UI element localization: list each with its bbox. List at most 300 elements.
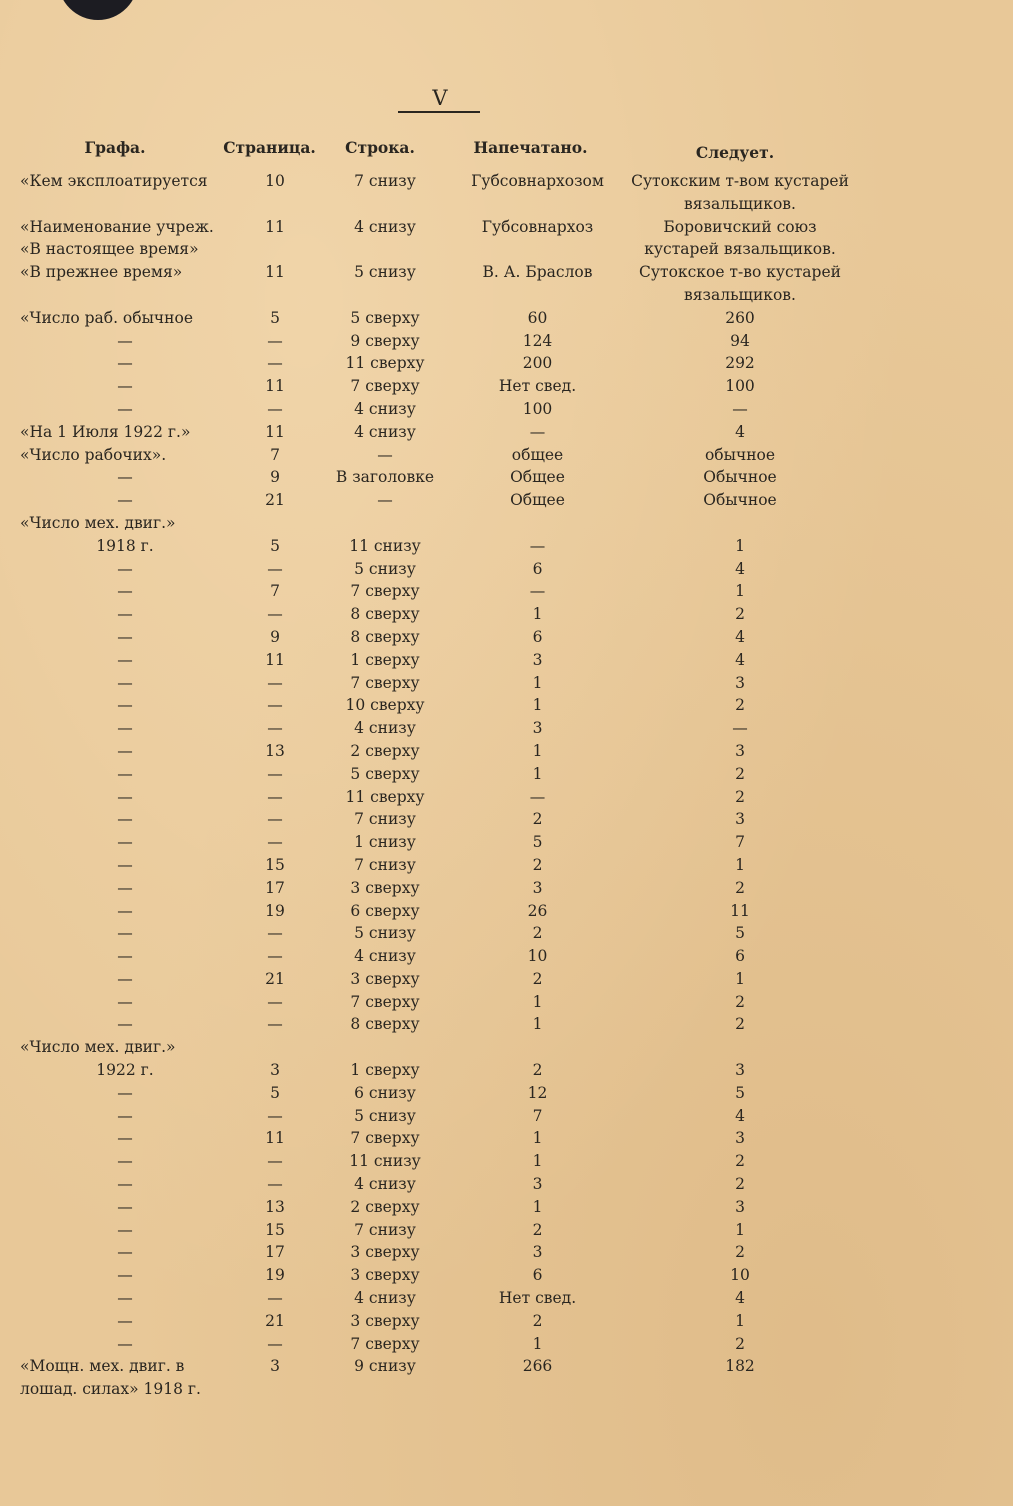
table-row <box>0 808 1013 831</box>
table-row <box>0 1241 1013 1264</box>
cell-line: 3 сверху <box>350 1311 420 1330</box>
cell-page: — <box>267 1015 283 1034</box>
cell-grafa: — <box>117 1266 133 1285</box>
table-row <box>0 786 1013 809</box>
cell-page: — <box>267 673 283 692</box>
cell-should: Сутокским т-вом кустарей вязальщиков. <box>631 172 849 213</box>
cell-grafa: — <box>117 1311 133 1330</box>
cell-page: 11 <box>265 263 285 282</box>
page-number: V <box>432 86 448 110</box>
cell-printed: 26 <box>527 901 548 920</box>
cell-should: 4 <box>735 627 745 646</box>
cell-page: — <box>267 719 283 738</box>
table-row <box>0 945 1013 968</box>
table-row <box>0 968 1013 991</box>
cell-printed: 7 <box>532 1106 543 1125</box>
cell-should: 100 <box>725 377 755 396</box>
table-row <box>0 763 1013 786</box>
cell-printed: 60 <box>527 308 548 327</box>
cell-line: 1 сверху <box>350 1061 420 1080</box>
cell-should: 2 <box>735 1015 745 1034</box>
cell-should: 2 <box>735 605 745 624</box>
cell-line: 11 снизу <box>349 536 421 555</box>
cell-grafa: — <box>117 399 133 418</box>
cell-printed: 10 <box>527 947 548 966</box>
cell-page: 11 <box>265 1129 285 1148</box>
cell-page: — <box>267 354 283 373</box>
cell-line: 5 снизу <box>354 924 416 943</box>
cell-grafa: «Наименование учреж. «В настоящее время» <box>20 217 214 259</box>
cell-line: 7 сверху <box>350 1129 420 1148</box>
cell-printed: Нет свед. <box>498 377 577 396</box>
cell-page: 3 <box>270 1357 280 1376</box>
cell-should: — <box>732 399 748 418</box>
cell-page: — <box>267 1152 283 1171</box>
cell-printed: 1 <box>532 741 543 760</box>
cell-should: Сутокское т-во кустарей вязальщиков. <box>639 263 841 304</box>
table-row <box>0 1310 1013 1333</box>
cell-page: 5 <box>270 1083 280 1102</box>
table-row <box>0 991 1013 1014</box>
cell-page: — <box>267 787 283 806</box>
cell-should: 2 <box>735 1334 745 1353</box>
cell-should: 182 <box>725 1357 755 1376</box>
cell-line: 4 снизу <box>354 1175 416 1194</box>
cell-page: 21 <box>265 1311 285 1330</box>
cell-should: 1 <box>735 582 745 601</box>
cell-should: 4 <box>735 559 745 578</box>
cell-printed: 6 <box>532 559 543 578</box>
cell-page: 7 <box>270 582 280 601</box>
cell-page: 9 <box>270 468 280 487</box>
table-row <box>0 1355 1013 1401</box>
cell-page: 21 <box>265 969 285 988</box>
cell-line: 1 сверху <box>350 650 420 669</box>
cell-printed: 1 <box>532 992 543 1011</box>
table-row <box>0 512 1013 535</box>
cell-line: 4 снизу <box>354 399 416 418</box>
cell-grafa: 1918 г. <box>96 536 154 555</box>
cell-should: 3 <box>735 1197 745 1216</box>
cell-line: 3 сверху <box>350 1266 420 1285</box>
cell-printed: 1 <box>532 605 543 624</box>
cell-line: 11 сверху <box>345 787 425 806</box>
cell-line: 7 снизу <box>354 1220 416 1239</box>
cell-line: — <box>377 491 393 510</box>
cell-should: 3 <box>735 673 745 692</box>
cell-line: 7 снизу <box>354 172 416 190</box>
cell-printed: В. А. Браслов <box>482 263 593 282</box>
table-row <box>0 626 1013 649</box>
cell-grafa: — <box>117 1129 133 1148</box>
cell-grafa: — <box>117 696 133 715</box>
cell-printed: 1 <box>532 764 543 783</box>
table-row <box>0 421 1013 444</box>
table-row <box>0 398 1013 421</box>
cell-should: 6 <box>735 947 745 966</box>
cell-line: 8 сверху <box>350 627 420 646</box>
table-row <box>0 1127 1013 1150</box>
cell-printed: 3 <box>532 1175 543 1194</box>
cell-printed: 2 <box>532 1220 543 1239</box>
table-row <box>0 535 1013 558</box>
cell-grafa: — <box>117 833 133 852</box>
cell-page: 15 <box>265 855 285 874</box>
cell-page: — <box>267 399 283 418</box>
cell-grafa: — <box>117 354 133 373</box>
cell-line: 6 снизу <box>354 1083 416 1102</box>
cell-should: 1 <box>735 536 745 555</box>
table-row <box>0 330 1013 353</box>
cell-printed: 3 <box>532 878 543 897</box>
cell-line: 4 снизу <box>354 947 416 966</box>
cell-should: 2 <box>735 1152 745 1171</box>
cell-printed: 3 <box>532 650 543 669</box>
cell-grafa: — <box>117 719 133 738</box>
cell-printed: 6 <box>532 627 543 646</box>
cell-line: 5 сверху <box>350 764 420 783</box>
cell-line: 7 снизу <box>354 855 416 874</box>
cell-grafa: — <box>117 1334 133 1353</box>
cell-grafa: — <box>117 924 133 943</box>
cell-should: 2 <box>735 1175 745 1194</box>
cell-should: 4 <box>735 650 745 669</box>
cell-page: 21 <box>265 491 285 510</box>
cell-grafa: — <box>117 764 133 783</box>
cell-page: 15 <box>265 1220 285 1239</box>
cell-grafa: — <box>117 1175 133 1194</box>
cell-printed: 2 <box>532 924 543 943</box>
cell-grafa: — <box>117 627 133 646</box>
cell-page: — <box>267 696 283 715</box>
table-row <box>0 922 1013 945</box>
cell-line: 10 сверху <box>345 696 425 715</box>
cell-should: 3 <box>735 1129 745 1148</box>
cell-printed: 124 <box>522 331 553 350</box>
cell-should: 1 <box>735 1220 745 1239</box>
cell-should: 7 <box>735 833 745 852</box>
cell-line: 4 снизу <box>354 217 416 236</box>
cell-page: 17 <box>265 878 285 897</box>
cell-grafa: «На 1 Июля 1922 г.» <box>20 422 191 441</box>
table-row <box>0 1173 1013 1196</box>
table-row <box>0 466 1013 489</box>
cell-should: 3 <box>735 741 745 760</box>
cell-should: 5 <box>735 924 745 943</box>
table-row <box>0 1219 1013 1242</box>
table-row <box>0 672 1013 695</box>
cell-should: 4 <box>735 422 745 441</box>
cell-printed: — <box>529 582 546 601</box>
cell-line: 7 сверху <box>350 992 420 1011</box>
table-row <box>0 1150 1013 1173</box>
cell-page: — <box>267 1175 283 1194</box>
cell-grafa: — <box>117 947 133 966</box>
table-row <box>0 603 1013 626</box>
table-row <box>0 444 1013 467</box>
cell-printed: — <box>529 787 546 806</box>
cell-page: — <box>267 833 283 852</box>
cell-grafa: — <box>117 1197 133 1216</box>
cell-printed: Общее <box>510 491 565 510</box>
table-row <box>0 649 1013 672</box>
cell-grafa: — <box>117 1083 133 1102</box>
cell-should: 2 <box>735 992 745 1011</box>
cell-line: 5 снизу <box>354 559 416 578</box>
cell-grafa: — <box>117 1243 133 1262</box>
cell-grafa: — <box>117 650 133 669</box>
cell-printed: 2 <box>532 1061 543 1080</box>
cell-grafa: — <box>117 491 133 510</box>
cell-grafa: — <box>117 787 133 806</box>
cell-line: 7 сверху <box>350 582 420 601</box>
cell-should: Боровичский союз кустарей вязальщиков. <box>644 217 836 259</box>
table-row <box>0 831 1013 854</box>
cell-line: 7 сверху <box>350 377 420 396</box>
cell-should: 292 <box>725 354 755 373</box>
cell-should: 2 <box>735 1243 745 1262</box>
cell-page: 11 <box>265 377 285 396</box>
cell-page: 5 <box>270 536 280 555</box>
cell-printed: 200 <box>522 354 553 373</box>
table-row <box>0 170 1013 216</box>
cell-line: 3 сверху <box>350 969 420 988</box>
cell-grafa: — <box>117 1152 133 1171</box>
table-row <box>0 717 1013 740</box>
cell-line: 1 снизу <box>354 833 416 852</box>
table-row <box>0 1013 1013 1036</box>
cell-grafa: — <box>117 673 133 692</box>
header-printed: Напечатано. <box>473 138 588 157</box>
cell-grafa: 1922 г. <box>96 1061 154 1080</box>
table-row <box>0 375 1013 398</box>
page-number-underline <box>398 111 480 113</box>
cell-should: 1 <box>735 1311 745 1330</box>
cell-grafa: — <box>117 331 133 350</box>
cell-printed: 1 <box>532 1015 543 1034</box>
cell-page: — <box>267 605 283 624</box>
cell-page: — <box>267 992 283 1011</box>
cell-page: — <box>267 559 283 578</box>
cell-grafa: «Число мех. двиг.» <box>20 513 176 532</box>
cell-grafa: «Число мех. двиг.» <box>20 1038 176 1057</box>
cell-should: 4 <box>735 1106 745 1125</box>
cell-should: 2 <box>735 878 745 897</box>
cell-grafa: «Число раб. обычное <box>20 308 194 327</box>
cell-page: 3 <box>270 1061 280 1080</box>
cell-page: 7 <box>270 445 280 464</box>
cell-line: 7 сверху <box>350 1334 420 1353</box>
cell-printed: 2 <box>532 855 543 874</box>
cell-line: — <box>377 445 393 464</box>
header-line: Строка. <box>345 138 415 157</box>
cell-should: 4 <box>735 1289 745 1308</box>
cell-grafa: — <box>117 377 133 396</box>
cell-grafa: — <box>117 559 133 578</box>
cell-page: — <box>267 764 283 783</box>
cell-printed: Губсовнархозом <box>471 172 604 190</box>
cell-printed: 3 <box>532 1243 543 1262</box>
cell-should: 94 <box>730 331 750 350</box>
cell-line: 3 сверху <box>350 878 420 897</box>
cell-grafa: — <box>117 741 133 760</box>
cell-line: 5 снизу <box>354 263 416 282</box>
cell-grafa: — <box>117 1220 133 1239</box>
cell-grafa: — <box>117 855 133 874</box>
cell-printed: 266 <box>522 1357 553 1376</box>
cell-should: 1 <box>735 969 745 988</box>
table-row <box>0 1059 1013 1082</box>
cell-grafa: — <box>117 992 133 1011</box>
cell-line: 4 снизу <box>354 422 416 441</box>
cell-grafa: «Число рабочих». <box>20 445 167 464</box>
cell-should: 2 <box>735 696 745 715</box>
header-page: Страница. <box>223 138 316 157</box>
cell-page: — <box>267 331 283 350</box>
cell-line: 5 снизу <box>354 1106 416 1125</box>
cell-printed: — <box>529 536 546 555</box>
cell-line: 9 сверху <box>350 331 420 350</box>
corner-ink-blot <box>58 0 138 20</box>
cell-printed: 2 <box>532 1311 543 1330</box>
cell-printed: общее <box>511 445 564 464</box>
cell-printed: Общее <box>510 468 565 487</box>
cell-page: 11 <box>265 650 285 669</box>
cell-line: В заголовке <box>335 468 435 487</box>
cell-page: 9 <box>270 627 280 646</box>
cell-page: 13 <box>265 1197 285 1216</box>
cell-grafa: — <box>117 969 133 988</box>
cell-should: 11 <box>730 901 750 920</box>
table-row <box>0 1036 1013 1059</box>
cell-line: 7 снизу <box>354 810 416 829</box>
cell-should: Обычное <box>703 468 777 487</box>
table-row <box>0 1105 1013 1128</box>
cell-page: 19 <box>265 901 285 920</box>
table-header <box>0 138 1013 162</box>
cell-line: 2 сверху <box>350 1197 420 1216</box>
cell-printed: 100 <box>522 399 553 418</box>
cell-printed: 6 <box>532 1266 543 1285</box>
cell-line: 8 сверху <box>350 605 420 624</box>
cell-printed: 1 <box>532 1334 543 1353</box>
cell-should: 2 <box>735 764 745 783</box>
cell-grafa: — <box>117 468 133 487</box>
cell-printed: Губсовнархоз <box>481 217 594 236</box>
table-row <box>0 216 1013 262</box>
cell-page: 13 <box>265 741 285 760</box>
header-grafa: Графа. <box>84 138 146 157</box>
table-row <box>0 307 1013 330</box>
cell-page: 17 <box>265 1243 285 1262</box>
cell-grafa: — <box>117 1289 133 1308</box>
cell-grafa: «Мощн. мех. двиг. в лошад. силах» 1918 г. <box>20 1357 201 1399</box>
table-row <box>0 1333 1013 1356</box>
table-row <box>0 1264 1013 1287</box>
table-row <box>0 694 1013 717</box>
cell-should: 10 <box>730 1266 750 1285</box>
cell-grafa: — <box>117 605 133 624</box>
cell-printed: 12 <box>527 1083 548 1102</box>
cell-grafa: «В прежнее время» <box>20 263 183 282</box>
cell-printed: Нет свед. <box>498 1289 577 1308</box>
cell-printed: 5 <box>532 833 543 852</box>
cell-page: — <box>267 1106 283 1125</box>
cell-page: — <box>267 924 283 943</box>
cell-should: обычное <box>704 445 776 464</box>
table-row <box>0 877 1013 900</box>
cell-line: 4 снизу <box>354 1289 416 1308</box>
cell-should: — <box>732 719 748 738</box>
cell-printed: 1 <box>532 696 543 715</box>
cell-grafa: — <box>117 810 133 829</box>
cell-page: — <box>267 1334 283 1353</box>
cell-line: 6 сверху <box>350 901 420 920</box>
cell-page: 19 <box>265 1266 285 1285</box>
cell-line: 5 сверху <box>350 308 420 327</box>
cell-should: 5 <box>735 1083 745 1102</box>
table-row <box>0 558 1013 581</box>
table-row <box>0 580 1013 603</box>
table-row <box>0 900 1013 923</box>
table-row <box>0 740 1013 763</box>
cell-printed: 2 <box>532 969 543 988</box>
cell-printed: 3 <box>532 719 543 738</box>
cell-page: — <box>267 810 283 829</box>
cell-grafa: — <box>117 878 133 897</box>
cell-grafa: — <box>117 1106 133 1125</box>
cell-printed: — <box>529 422 546 441</box>
table-row <box>0 352 1013 375</box>
table-row <box>0 489 1013 512</box>
cell-grafa: — <box>117 1015 133 1034</box>
cell-page: 11 <box>265 217 285 236</box>
cell-printed: 1 <box>532 1152 543 1171</box>
table-row <box>0 261 1013 307</box>
table-row <box>0 1287 1013 1310</box>
cell-line: 11 сверху <box>345 354 425 373</box>
cell-grafa: — <box>117 582 133 601</box>
header-should: Следует. <box>695 143 775 162</box>
cell-page: 10 <box>265 172 285 190</box>
cell-page: 11 <box>265 422 285 441</box>
cell-printed: 1 <box>532 673 543 692</box>
cell-printed: 1 <box>532 1129 543 1148</box>
cell-should: 3 <box>735 1061 745 1080</box>
table-row <box>0 1082 1013 1105</box>
cell-printed: 1 <box>532 1197 543 1216</box>
cell-should: 2 <box>735 787 745 806</box>
cell-line: 2 сверху <box>350 741 420 760</box>
table-row <box>0 1196 1013 1219</box>
cell-page: 5 <box>270 308 280 327</box>
cell-line: 9 снизу <box>354 1357 416 1376</box>
cell-should: 3 <box>735 810 745 829</box>
cell-line: 11 снизу <box>349 1152 421 1171</box>
cell-line: 7 сверху <box>350 673 420 692</box>
cell-page: — <box>267 1289 283 1308</box>
table-row <box>0 854 1013 877</box>
cell-line: 3 сверху <box>350 1243 420 1262</box>
cell-should: 1 <box>735 855 745 874</box>
cell-should: 260 <box>725 308 755 327</box>
cell-printed: 2 <box>532 810 543 829</box>
cell-line: 8 сверху <box>350 1015 420 1034</box>
cell-should: Обычное <box>703 491 777 510</box>
errata-table <box>0 170 1013 1401</box>
cell-line: 4 снизу <box>354 719 416 738</box>
cell-grafa: — <box>117 901 133 920</box>
